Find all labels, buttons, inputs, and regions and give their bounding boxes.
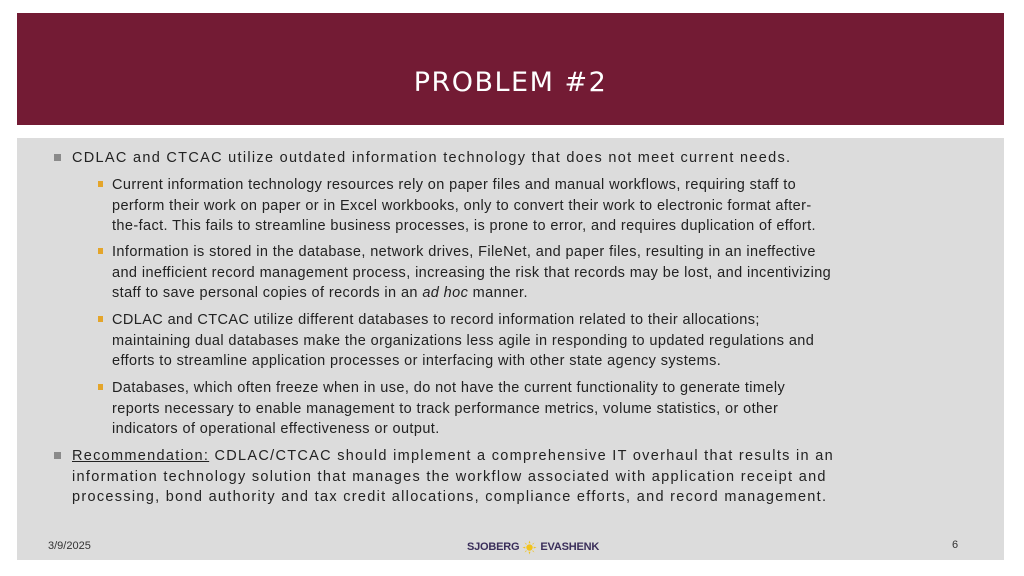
logo-word-2: EVASHENK xyxy=(540,541,600,553)
company-logo xyxy=(467,538,599,556)
content-panel xyxy=(17,138,1004,560)
bullet-line: information technology solution that manages the workflow associated with application receipt and xyxy=(72,468,827,485)
sub-bullet-2 xyxy=(112,242,831,304)
slide-title: PROBLEM #2 xyxy=(413,67,608,98)
bullet-line: and inefficient record management process, increasing the risk that records may be lost, and incentivizing xyxy=(112,264,832,281)
sub-bullet-3 xyxy=(112,310,814,372)
bullet-line: maintaining dual databases make the organizations less agile in responding to updated regulations and xyxy=(112,332,815,349)
bullet-line: CDLAC and CTCAC utilize different databases to record information related to their allocations; xyxy=(112,312,760,328)
bullet-line: Current information technology resources rely on paper files and manual workflows, requiring staff to xyxy=(112,177,797,193)
bullet-text: CDLAC/CTCAC should implement a comprehensive IT overhaul that results in an xyxy=(209,448,834,464)
bullet-text: CDLAC and CTCAC utilize outdated information technology that does not meet current needs. xyxy=(72,150,792,166)
square-bullet-icon xyxy=(98,248,103,254)
square-bullet-icon xyxy=(98,181,103,187)
bullet-main-1 xyxy=(72,148,791,169)
bullet-text: staff to save personal copies of records in an xyxy=(112,285,423,301)
bullet-line: processing, bond authority and tax credit allocations, compliance efforts, and record management. xyxy=(72,489,828,505)
sun-icon xyxy=(522,540,537,555)
sub-bullet-1 xyxy=(112,175,816,237)
square-bullet-icon xyxy=(98,316,103,322)
bullet-line: indicators of operational effectiveness or output. xyxy=(112,421,440,437)
italic-phrase: ad hoc xyxy=(422,285,469,301)
bullet-line: reports necessary to enable management to track performance metrics, volume statistics, or other xyxy=(112,400,779,417)
square-bullet-icon xyxy=(54,154,61,161)
bullet-text: manner. xyxy=(468,285,528,301)
page-number: 6 xyxy=(952,539,959,551)
bullet-line: Databases, which often freeze when in use, do not have the current functionality to generate timely xyxy=(112,380,786,396)
footer-date: 3/9/2025 xyxy=(48,540,91,552)
bullet-line xyxy=(72,446,834,467)
title-band xyxy=(17,13,1004,125)
bullet-line xyxy=(112,283,831,304)
square-bullet-icon xyxy=(98,384,103,390)
bullet-recommendation xyxy=(72,446,834,508)
sub-bullet-4 xyxy=(112,378,785,440)
recommendation-label: Recommendation: xyxy=(72,448,210,464)
bullet-line: the-fact. This fails to streamline business processes, is prone to error, and requires duplication of effort. xyxy=(112,218,816,234)
logo-word-1: SJOBERG xyxy=(467,541,520,553)
square-bullet-icon xyxy=(54,452,61,459)
bullet-line: efforts to streamline application processes or interfacing with other state agency systems. xyxy=(112,353,722,369)
bullet-line: perform their work on paper or in Excel workbooks, only to convert their work to electronic format after- xyxy=(112,197,812,214)
bullet-line: Information is stored in the database, network drives, FileNet, and paper files, resulting in an ineffective xyxy=(112,244,816,260)
